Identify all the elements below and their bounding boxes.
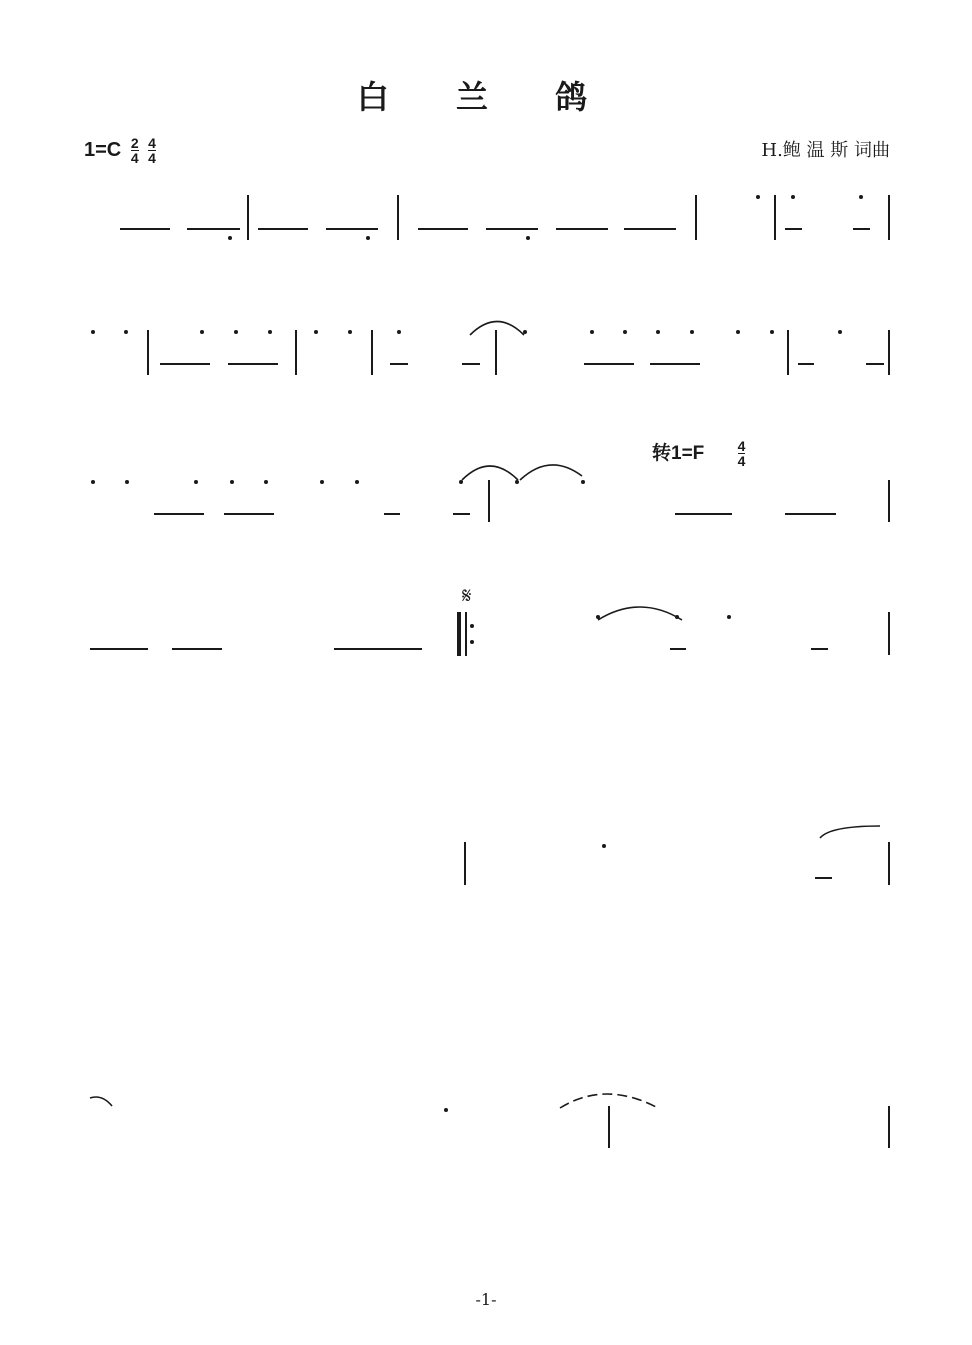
segno-icon: 𝄋 — [462, 584, 472, 609]
time-signature-1: $\frac{2}{4}$ — [130, 135, 139, 166]
tie — [90, 1097, 112, 1106]
key-label: 1=C — [84, 138, 122, 161]
tie — [462, 466, 518, 480]
time-signature-2: $\frac{4}{4}$ — [148, 135, 156, 166]
tie — [520, 465, 582, 480]
tie — [560, 1094, 658, 1108]
page-number: -1- — [475, 1290, 497, 1309]
modulation-marking: 转1=F $\frac{4}{4}$ — [652, 438, 746, 470]
song-title: 白 兰 鸽 — [356, 78, 616, 116]
tie — [598, 607, 682, 620]
composer-credit: H.鲍 温 斯 词曲 — [761, 140, 890, 161]
tie — [820, 826, 880, 838]
modulation-time-signature: $\frac{4}{4}$ — [737, 438, 746, 470]
tie — [470, 322, 524, 336]
